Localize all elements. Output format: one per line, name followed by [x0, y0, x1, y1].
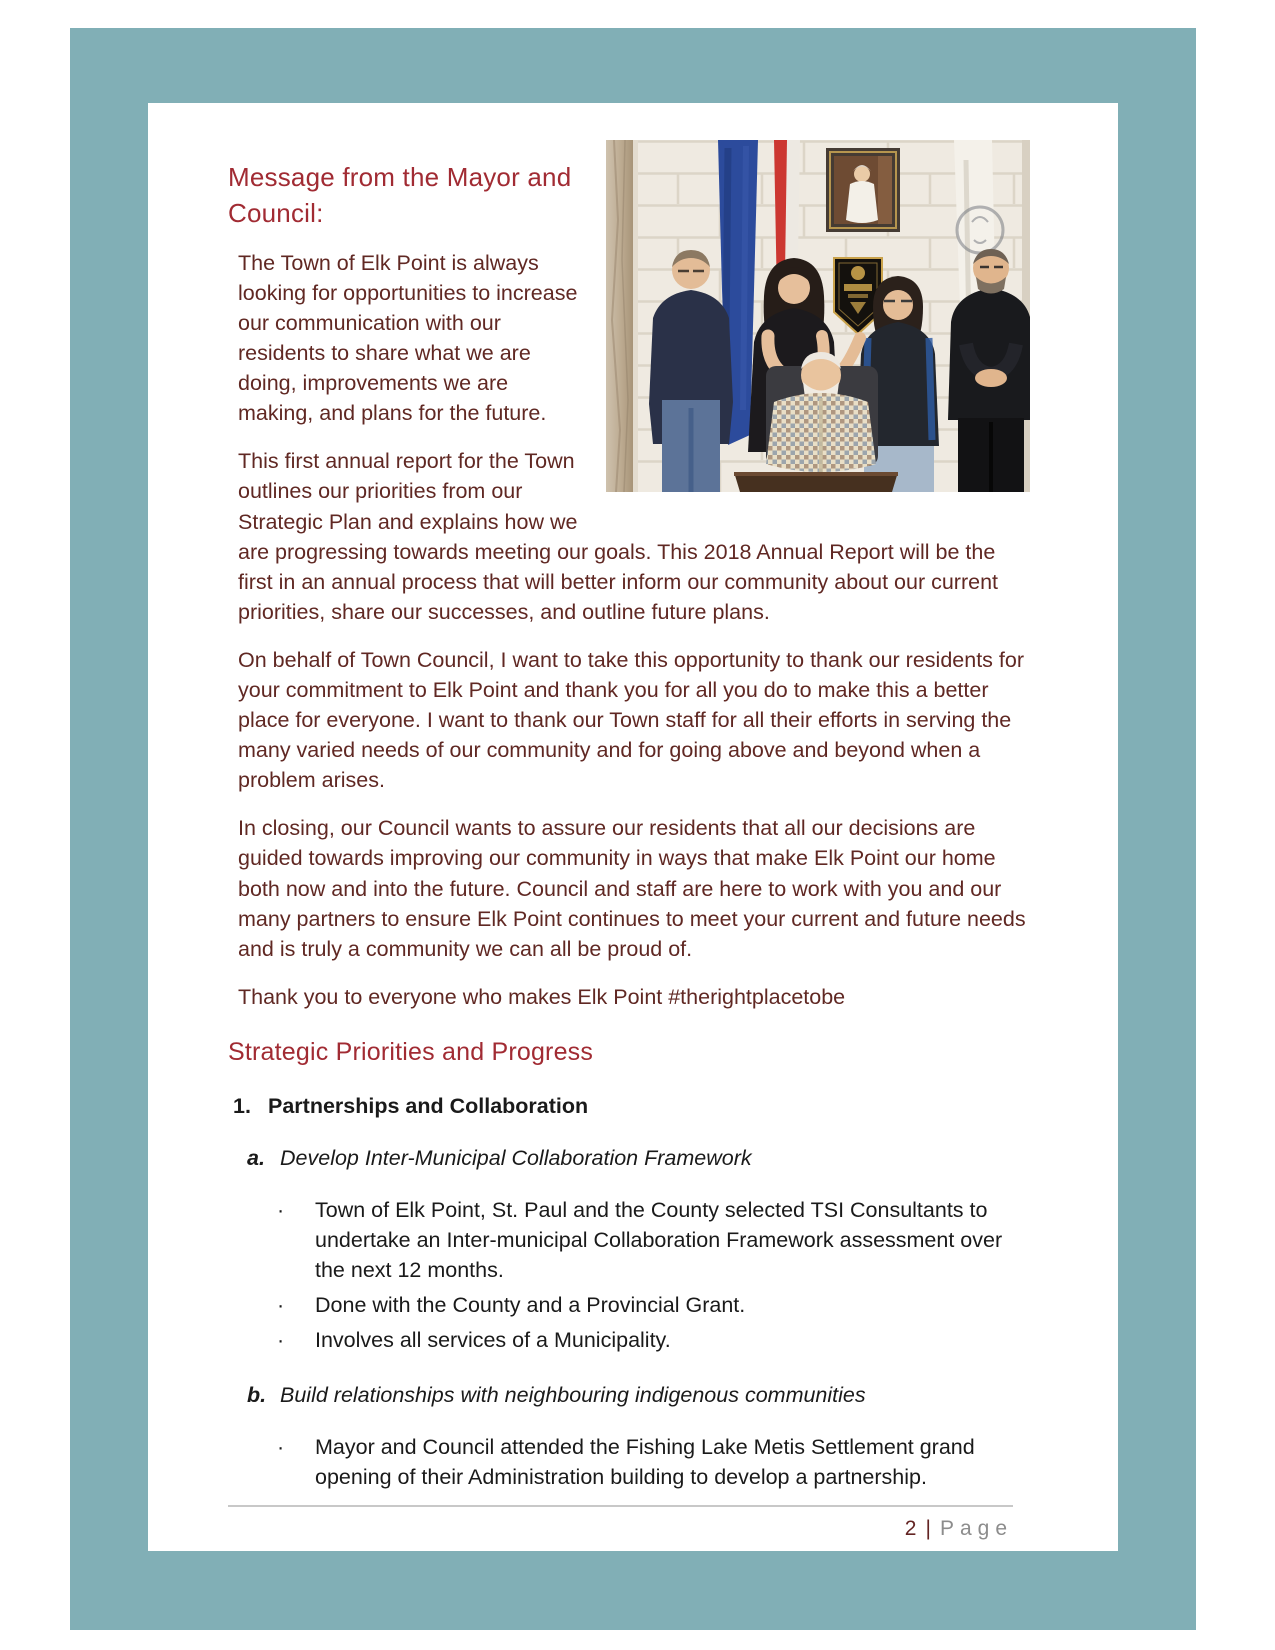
bullet-marker: ·: [277, 1328, 285, 1353]
heading-strategic-priorities: Strategic Priorities and Progress: [228, 1037, 594, 1066]
paragraph-intro: The Town of Elk Point is always looking for opportunities to increase our communication with our residents to share what we are doing, improvements we are making, and plans for the future.: [238, 250, 578, 426]
bullet-group-b: [277, 1432, 1030, 1492]
list-title: Partnerships and Collaboration: [268, 1093, 589, 1118]
footer-separator: |: [925, 1516, 931, 1540]
bullet-item: [277, 1195, 1030, 1285]
sub-item-a-text: Develop Inter-Municipal Collaboration Framework: [280, 1146, 752, 1170]
sub-item-b-marker: b.: [247, 1382, 267, 1407]
page-number: 2: [904, 1516, 917, 1540]
bullet-text: Done with the County and a Provincial Grant.: [315, 1293, 746, 1318]
page-content: [228, 140, 1030, 1516]
bullet-text: Mayor and Council attended the Fishing Lake Metis Settlement grand opening of their Administration building to develop a partnership.: [315, 1434, 975, 1489]
bullet-item: [277, 1325, 1030, 1355]
council-photo: [606, 140, 1030, 492]
sub-item-a-marker: a.: [247, 1146, 265, 1170]
page-footer: [228, 1505, 1013, 1541]
bullet-text: Involves all services of a Municipality.: [315, 1328, 671, 1353]
sub-item-b-text: Build relationships with neighbouring indigenous communities: [280, 1382, 866, 1407]
sub-item-b: [247, 1380, 1030, 1410]
bullet-marker: ·: [277, 1198, 285, 1223]
bullet-item: [277, 1290, 1030, 1320]
bullet-marker: ·: [277, 1434, 285, 1459]
list-number: 1.: [233, 1093, 251, 1118]
bullet-item: [277, 1432, 1030, 1492]
bullet-text: Town of Elk Point, St. Paul and the County selected TSI Consultants to undertake an Inter-municipal Collaboration Framework assessment over the next 12 months.: [315, 1198, 1003, 1283]
numbered-item-partnerships: [233, 1091, 1030, 1121]
page: [148, 103, 1118, 1551]
sub-item-a: [247, 1143, 1030, 1173]
paragraph-annual-report: This first annual report for the Town outlines our priorities from our Strategic Plan and explains how we are progressing towards meeting our goals. This 2018 Annual Report will be the first in an annual process that will better inform our community about our current priorities, share our successes, and outline future plans.: [238, 449, 999, 624]
heading-message-from-mayor: Message from the Mayor and Council:: [228, 162, 572, 228]
bullet-marker: ·: [277, 1293, 285, 1318]
footer-page-label: Page: [939, 1516, 1013, 1540]
paragraph-thanks-residents: On behalf of Town Council, I want to take this opportunity to thank our residents for your commitment to Elk Point and thank you for all you do to make this a better place for everyone. I want to thank our Town staff for all their efforts in serving the many varied needs of our community and for going above and beyond when a problem arises.: [238, 647, 1024, 793]
bullet-group-a: [277, 1195, 1030, 1355]
paragraph-closing: In closing, our Council wants to assure our residents that all our decisions are guided towards improving our community in ways that make Elk Point our home both now and into the future. Council and staff are here to work with you and our many partners to ensure Elk Point continues to meet your current and future needs and is truly a community we can all be proud of.: [238, 816, 1026, 961]
paragraph-hashtag: Thank you to everyone who makes Elk Point #therightplacetobe: [238, 984, 846, 1009]
